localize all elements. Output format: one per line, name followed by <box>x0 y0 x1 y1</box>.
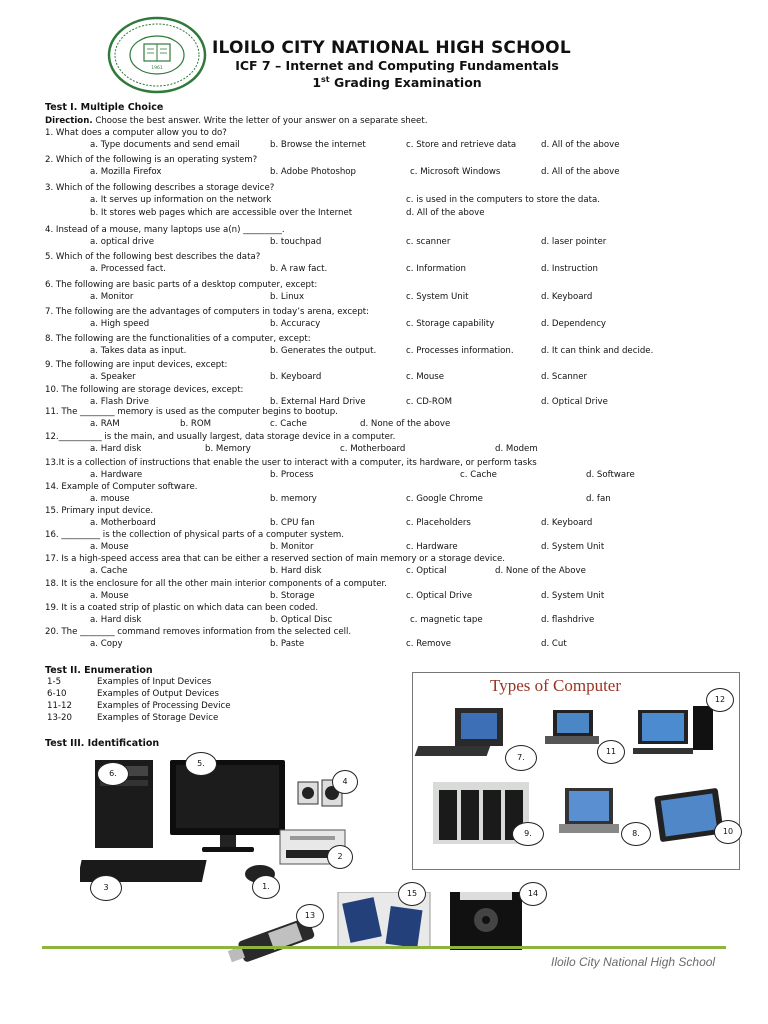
question-13-option-d: d. Software <box>586 470 635 481</box>
test1-heading: Test I. Multiple Choice <box>45 102 164 113</box>
question-2-option-a: a. Mozilla Firefox <box>90 167 162 178</box>
identification-illustration <box>80 750 410 895</box>
svg-text:1961: 1961 <box>151 66 163 71</box>
school-name: ILOILO CITY NATIONAL HIGH SCHOOL <box>212 38 571 58</box>
identification-label-2: 2 <box>327 845 353 869</box>
question-18: 18. It is the enclosure for all the other main interior components of a computer. <box>45 579 388 589</box>
question-18-option-b: b. Storage <box>270 591 315 602</box>
test3-heading: Test III. Identification <box>45 738 160 749</box>
identification-label-15: 15 <box>398 882 426 906</box>
question-20: 20. The ________ command removes information from the selected cell. <box>45 627 352 637</box>
enumeration-item: Examples of Input Devices <box>97 677 212 687</box>
question-15-option-c: c. Placeholders <box>406 518 471 529</box>
identification-label-10: 10 <box>714 820 742 844</box>
question-7: 7. The following are the advantages of computers in today’s arena, except: <box>45 307 370 317</box>
question-17-option-a: a. Cache <box>90 566 128 577</box>
test2-heading: Test II. Enumeration <box>45 665 153 676</box>
question-12: 12.__________ is the main, and usually largest, data storage device in a computer. <box>45 432 396 442</box>
question-19-option-d: d. flashdrive <box>541 615 595 626</box>
question-9-option-a: a. Speaker <box>90 372 136 383</box>
school-seal-logo <box>107 16 207 94</box>
question-11-option-b: b. ROM <box>180 419 212 430</box>
question-6-option-b: b. Linux <box>270 292 305 303</box>
question-3-option-d: d. All of the above <box>406 207 485 218</box>
question-13-option-a: a. Hardware <box>90 470 143 481</box>
question-18-option-c: c. Optical Drive <box>406 591 473 602</box>
question-5-option-b: b. A raw fact. <box>270 264 328 275</box>
question-15-option-d: d. Keyboard <box>541 518 593 529</box>
identification-label-6: 6. <box>97 762 129 786</box>
types-of-computer-title: Types of Computer <box>490 676 622 695</box>
question-3-option-a: a. It serves up information on the network <box>90 195 272 206</box>
identification-label-4: 4 <box>332 770 358 794</box>
question-17-option-c: c. Optical <box>406 566 447 577</box>
question-4-option-b: b. touchpad <box>270 237 322 248</box>
question-3-option-b: c. is used in the computers to store the data. <box>406 195 600 206</box>
enumeration-range: 1-5 <box>47 677 62 687</box>
question-5-option-d: d. Instruction <box>541 264 598 275</box>
question-8-option-d: d. It can think and decide. <box>541 346 654 357</box>
question-2-option-d: d. All of the above <box>541 167 620 178</box>
identification-label-3: 3 <box>90 875 122 901</box>
question-17: 17. Is a high-speed access area that can be either a reserved section of main memory or a storage device. <box>45 554 506 564</box>
question-19-option-a: a. Hard disk <box>90 615 142 626</box>
question-4-option-a: a. optical drive <box>90 237 155 248</box>
storage-illustration <box>228 892 528 970</box>
question-11-option-d: d. None of the above <box>360 419 451 430</box>
enumeration-item: Examples of Output Devices <box>97 689 219 699</box>
question-16: 16. _________ is the collection of physical parts of a computer system. <box>45 530 344 540</box>
question-6-option-d: d. Keyboard <box>541 292 593 303</box>
identification-label-9: 9. <box>512 822 544 846</box>
question-11: 11. The ________ memory is used as the computer begins to bootup. <box>45 407 338 417</box>
identification-label-1: 1. <box>252 875 280 899</box>
identification-label-5: 5. <box>185 752 217 776</box>
question-16-option-c: c. Hardware <box>406 542 458 553</box>
question-12-option-c: c. Motherboard <box>340 444 406 455</box>
identification-label-7: 7. <box>505 745 537 771</box>
question-7-option-d: d. Dependency <box>541 319 607 330</box>
question-1-option-a: a. Type documents and send email <box>90 140 240 151</box>
enumeration-item: Examples of Processing Device <box>97 701 231 711</box>
question-8-option-c: c. Processes information. <box>406 346 514 357</box>
question-4: 4. Instead of a mouse, many laptops use a(n) _________. <box>45 225 285 235</box>
question-1-option-b: b. Browse the internet <box>270 140 366 151</box>
enumeration-range: 11-12 <box>47 701 72 711</box>
question-10-option-c: c. CD-ROM <box>406 397 453 408</box>
question-15-option-b: b. CPU fan <box>270 518 315 529</box>
question-20-option-d: d. Cut <box>541 639 567 650</box>
question-10-option-b: b. External Hard Drive <box>270 397 366 408</box>
question-16-option-d: d. System Unit <box>541 542 605 553</box>
course-title: ICF 7 – Internet and Computing Fundamentals <box>235 58 559 73</box>
question-5-option-c: c. Information <box>406 264 466 275</box>
question-1-option-c: c. Store and retrieve data <box>406 140 517 151</box>
question-19: 19. It is a coated strip of plastic on which data can been coded. <box>45 603 319 613</box>
question-10: 10. The following are storage devices, except: <box>45 385 244 395</box>
question-20-option-c: c. Remove <box>406 639 452 650</box>
question-8-option-a: a. Takes data as input. <box>90 346 187 357</box>
question-2-option-b: b. Adobe Photoshop <box>270 167 356 178</box>
enumeration-item: Examples of Storage Device <box>97 713 219 723</box>
question-1: 1. What does a computer allow you to do? <box>45 128 227 138</box>
question-15-option-a: a. Motherboard <box>90 518 156 529</box>
identification-label-8: 8. <box>621 822 651 846</box>
question-14-option-c: c. Google Chrome <box>406 494 483 505</box>
identification-label-11: 11 <box>597 740 625 764</box>
question-4-option-c: c. scanner <box>406 237 451 248</box>
question-6-option-a: a. Monitor <box>90 292 134 303</box>
question-5: 5. Which of the following best describes the data? <box>45 252 261 262</box>
question-8-option-b: b. Generates the output. <box>270 346 377 357</box>
question-7-option-a: a. High speed <box>90 319 150 330</box>
question-5-option-a: a. Processed fact. <box>90 264 166 275</box>
question-19-option-c: c. magnetic tape <box>410 615 483 626</box>
question-14-option-b: b. memory <box>270 494 317 505</box>
question-9-option-c: c. Mouse <box>406 372 445 383</box>
question-6-option-c: c. System Unit <box>406 292 469 303</box>
question-10-option-a: a. Flash Drive <box>90 397 149 408</box>
question-17-option-d: d. None of the Above <box>495 566 586 577</box>
question-2: 2. Which of the following is an operating system? <box>45 155 258 165</box>
question-2-option-c: c. Microsoft Windows <box>410 167 501 178</box>
question-11-option-a: a. RAM <box>90 419 120 430</box>
identification-label-14: 14 <box>519 882 547 906</box>
types-of-computer-images <box>413 700 737 866</box>
question-3-option-c: b. It stores web pages which are accessible over the Internet <box>90 207 353 218</box>
question-14: 14. Example of Computer software. <box>45 482 198 492</box>
question-19-option-b: b. Optical Disc <box>270 615 333 626</box>
question-12-option-b: b. Memory <box>205 444 251 455</box>
question-20-option-b: b. Paste <box>270 639 305 650</box>
question-7-option-b: b. Accuracy <box>270 319 321 330</box>
enumeration-range: 6-10 <box>47 689 67 699</box>
question-13: 13.It is a collection of instructions that enable the user to interact with a computer, its hardware, or perform tasks <box>45 458 537 468</box>
question-11-option-c: c. Cache <box>270 419 307 430</box>
question-10-option-d: d. Optical Drive <box>541 397 608 408</box>
question-6: 6. The following are basic parts of a desktop computer, except: <box>45 280 318 290</box>
question-18-option-a: a. Mouse <box>90 591 129 602</box>
question-9-option-d: d. Scanner <box>541 372 588 383</box>
question-14-option-d: d. fan <box>586 494 611 505</box>
exam-title: 1st Grading Examination <box>312 75 482 91</box>
question-12-option-d: d. Modem <box>495 444 538 455</box>
question-13-option-b: b. Process <box>270 470 314 481</box>
question-14-option-a: a. mouse <box>90 494 130 505</box>
question-16-option-a: a. Mouse <box>90 542 129 553</box>
question-8: 8. The following are the functionalities of a computer, except: <box>45 334 311 344</box>
direction: Direction. Choose the best answer. Write the letter of your answer on a separate sheet. <box>45 116 428 126</box>
question-4-option-d: d. laser pointer <box>541 237 607 248</box>
question-15: 15. Primary input device. <box>45 506 154 516</box>
footer-text: Iloilo City National High School <box>551 955 716 969</box>
question-3: 3. Which of the following describes a storage device? <box>45 183 275 193</box>
question-20-option-a: a. Copy <box>90 639 123 650</box>
question-12-option-a: a. Hard disk <box>90 444 142 455</box>
question-7-option-c: c. Storage capability <box>406 319 495 330</box>
question-9-option-b: b. Keyboard <box>270 372 322 383</box>
identification-label-13: 13 <box>296 904 324 928</box>
enumeration-range: 13-20 <box>47 713 72 723</box>
question-13-option-c: c. Cache <box>460 470 497 481</box>
question-18-option-d: d. System Unit <box>541 591 605 602</box>
question-1-option-d: d. All of the above <box>541 140 620 151</box>
question-17-option-b: b. Hard disk <box>270 566 322 577</box>
footer-rule <box>42 946 726 949</box>
question-16-option-b: b. Monitor <box>270 542 314 553</box>
identification-label-12: 12 <box>706 688 734 712</box>
question-9: 9. The following are input devices, except: <box>45 360 228 370</box>
